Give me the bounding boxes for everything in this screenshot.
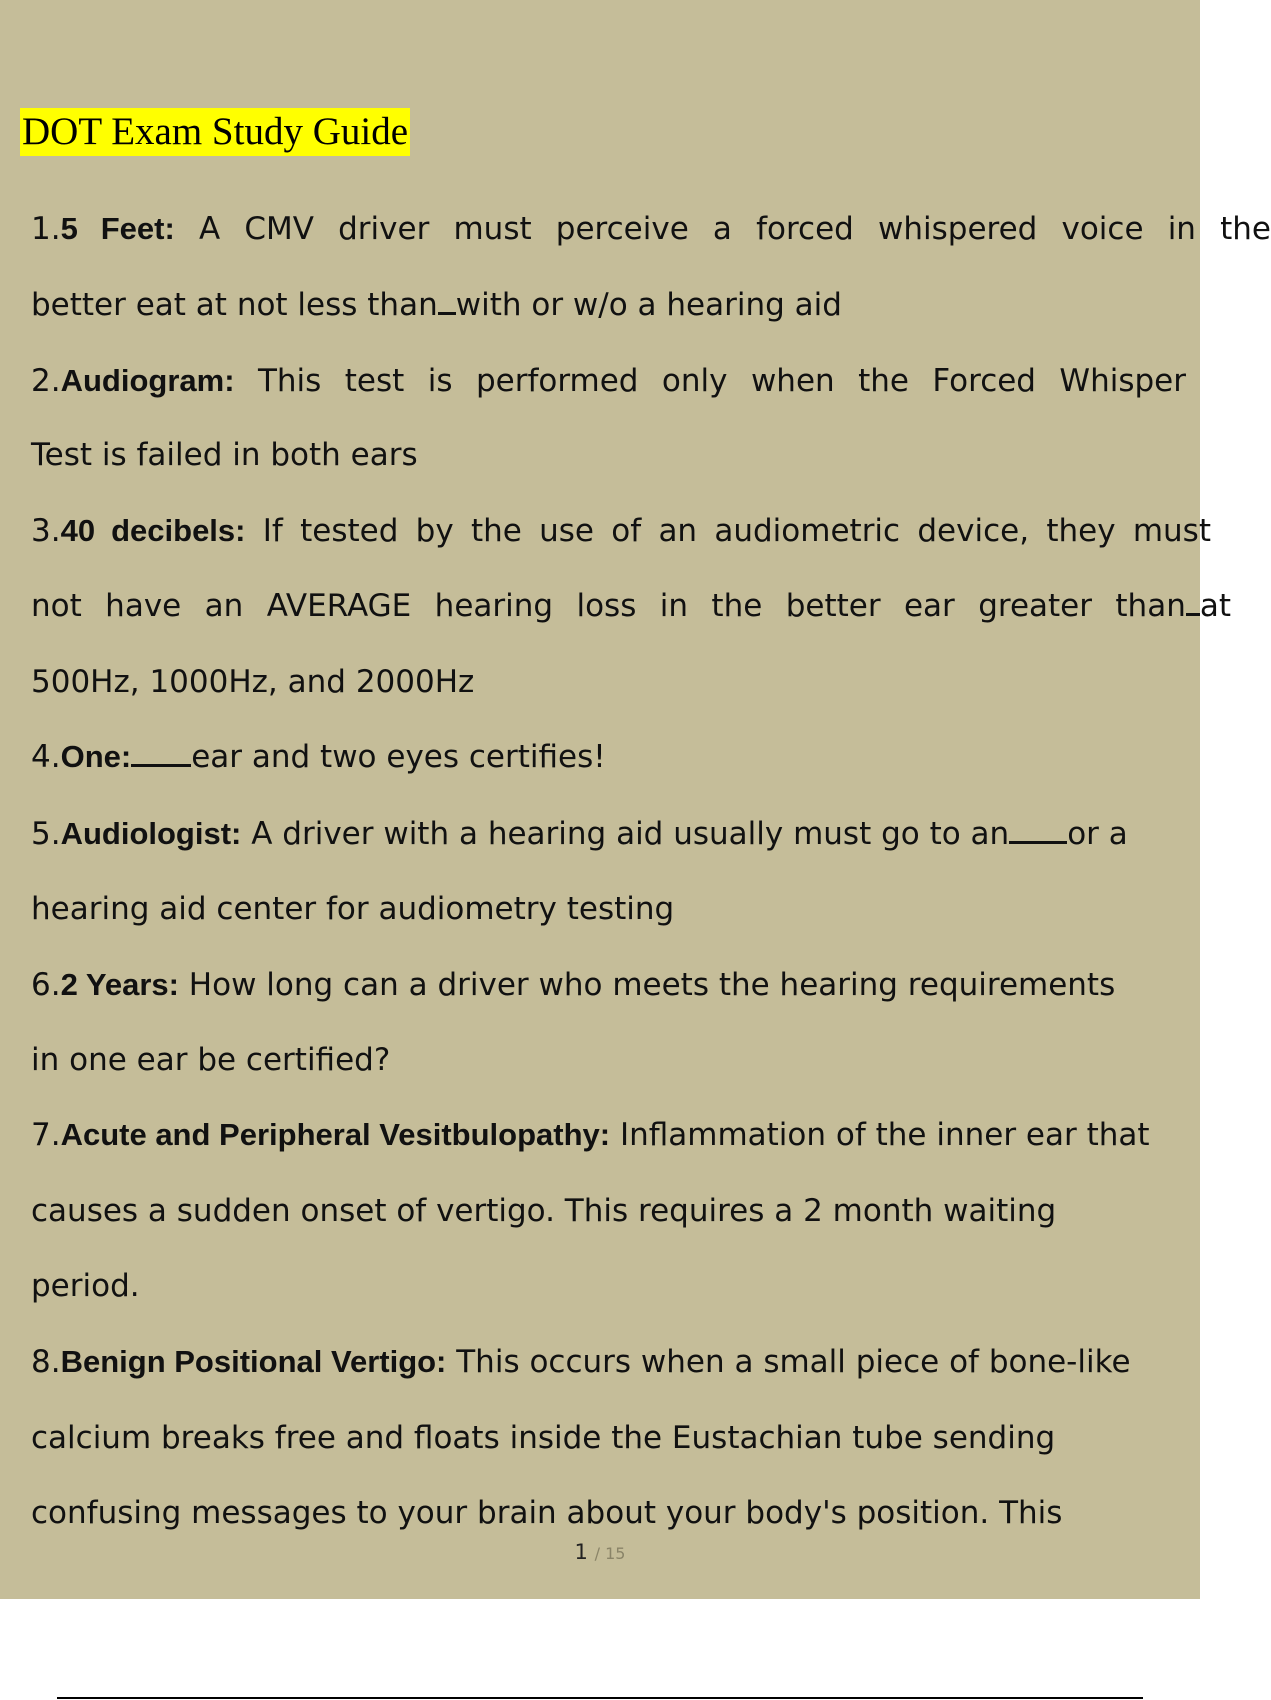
item-6-line-2: in one ear be certified? <box>31 1042 391 1078</box>
item-2-line-1: 2.Audiogram: This test is performed only when the Forced Whisper <box>31 363 1186 399</box>
item-3-line-3: 500Hz, 1000Hz, and 2000Hz <box>31 664 475 700</box>
page-indicator <box>0 1540 1200 1564</box>
document-title: DOT Exam Study Guide <box>20 108 410 156</box>
item-2-term: Audiogram: <box>60 363 235 398</box>
item-7-term: Acute and Peripheral Vesitbulopathy: <box>60 1117 611 1152</box>
item-5-term: Audiologist: <box>60 816 242 851</box>
item-3-line-1: 3.40 decibels: If tested by the use of an audiometric device, they must <box>31 513 1211 549</box>
item-1-line-1: 1.5 Feet: A CMV driver must perceive a forced whispered voice in the <box>31 211 1271 247</box>
item-4-line-1: 4.One: ear and two eyes certifies! <box>31 734 606 780</box>
current-page: 1 <box>574 1540 588 1564</box>
item-2-line-2: Test is failed in both ears <box>31 437 418 473</box>
item-7-line-1: 7.Acute and Peripheral Vesitbulopathy: Inflammation of the inner ear that <box>31 1117 1150 1153</box>
item-8-line-3: confusing messages to your brain about your body's position. This <box>31 1495 1063 1531</box>
item-8-term: Benign Positional Vertigo: <box>60 1344 447 1379</box>
item-4-term: One: <box>60 739 132 774</box>
item-5-line-1: 5.Audiologist: A driver with a hearing aid usually must go to an or a <box>31 811 1128 857</box>
fill-blank <box>1009 811 1067 844</box>
item-6-line-1: 6.2 Years: How long can a driver who meets the hearing requirements <box>31 967 1116 1003</box>
next-page-divider <box>57 1697 1143 1699</box>
item-5-line-2: hearing aid center for audiometry testing <box>31 891 675 927</box>
item-7-line-2: causes a sudden onset of vertigo. This requires a 2 month waiting <box>31 1193 1057 1229</box>
fill-blank <box>438 282 456 315</box>
fill-blank <box>131 734 191 767</box>
item-1-line-2: better eat at not less than with or w/o a hearing aid <box>31 282 842 328</box>
item-8-line-1: 8.Benign Positional Vertigo: This occurs when a small piece of bone-like <box>31 1344 1131 1380</box>
item-1-term: 5 Feet: <box>60 211 175 246</box>
item-6-term: 2 Years: <box>60 967 179 1002</box>
item-3-line-2: not have an AVERAGE hearing loss in the better ear greater than at <box>31 583 1231 629</box>
fill-blank <box>1186 583 1200 616</box>
item-3-term: 40 decibels: <box>60 513 246 548</box>
total-pages: / 15 <box>594 1544 626 1563</box>
item-7-line-3: period. <box>31 1268 140 1304</box>
item-8-line-2: calcium breaks free and floats inside the Eustachian tube sending <box>31 1420 1056 1456</box>
